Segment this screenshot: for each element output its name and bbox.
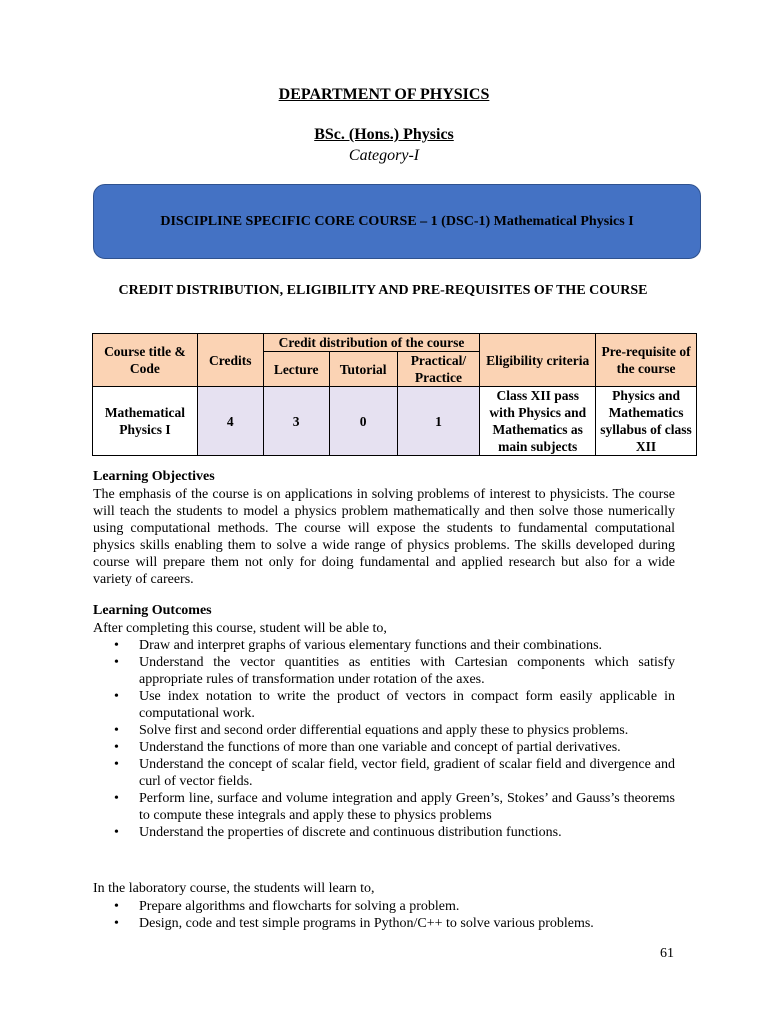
header-lecture: Lecture	[263, 352, 329, 387]
header-practical: Practical/ Practice	[397, 352, 480, 387]
learning-outcomes-list	[93, 637, 675, 841]
category-label: Category-I	[348, 147, 420, 164]
course-banner	[93, 184, 701, 259]
list-item: • Understand the functions of more than one variable and concept of partial derivatives.	[114, 740, 621, 755]
list-item: • Prepare algorithms and flowcharts for solving a problem.	[114, 899, 460, 914]
cell-practical: 1	[397, 387, 480, 456]
list-item: • Understand the concept of scalar field, vector field, gradient of scalar field and divergence and curl of vector fields.	[114, 757, 675, 789]
list-item: • Solve first and second order differential equations and apply these to physics problems.	[114, 723, 629, 738]
table-row	[93, 387, 697, 456]
list-item: • Understand the vector quantities as entities with Cartesian components which satisfy appropriate rules of transformation under rotation of the axes.	[114, 655, 675, 687]
header-course: Course title & Code	[93, 334, 198, 387]
learning-outcomes-intro: After completing this course, student will be able to,	[93, 621, 387, 636]
credit-section-heading: CREDIT DISTRIBUTION, ELIGIBILITY AND PRE-REQUISITES OF THE COURSE	[118, 283, 648, 298]
learning-objectives-heading: Learning Objectives	[93, 469, 215, 484]
header-eligibility: Eligibility criteria	[480, 334, 596, 387]
header-tutorial: Tutorial	[329, 352, 397, 387]
cell-tutorial: 0	[329, 387, 397, 456]
list-item: • Use index notation to write the product of vectors in compact form easily applicable in computational work.	[114, 689, 675, 721]
header-credits: Credits	[197, 334, 263, 387]
learning-outcomes-heading: Learning Outcomes	[93, 603, 212, 618]
list-item: • Understand the properties of discrete and continuous distribution functions.	[114, 825, 562, 840]
header-prerequisite: Pre-requisite of the course	[596, 334, 697, 387]
course-banner-title: DISCIPLINE SPECIFIC CORE COURSE – 1 (DSC-1) Mathematical Physics I	[160, 213, 634, 229]
list-item: • Perform line, surface and volume integration and apply Green’s, Stokes’ and Gauss’s theorems to compute these integrals and apply these to physics problems	[114, 791, 675, 823]
cell-lecture: 3	[263, 387, 329, 456]
learning-objectives-text: The emphasis of the course is on applications in solving problems of interest to physicists. The course will teach the students to model a physics problem mathematically and then solve those numerically using computational methods. The course will expose the students to fundamental computational physics skills enabling them to solve a wide range of physics problems. The skills developed during course will prepare them not only for doing fundamental and applied research but also for a wide variety of careers.	[93, 487, 675, 587]
cell-course: Mathematical Physics I	[93, 387, 198, 456]
lab-course-list	[93, 898, 675, 932]
cell-eligibility: Class XII pass with Physics and Mathematics as main subjects	[480, 387, 596, 456]
department-title: DEPARTMENT OF PHYSICS	[278, 86, 490, 103]
list-item: • Design, code and test simple programs in Python/C++ to solve various problems.	[114, 916, 594, 931]
credit-table	[92, 333, 697, 456]
cell-credits: 4	[197, 387, 263, 456]
page-number: 61	[660, 946, 674, 961]
programme-title: BSc. (Hons.) Physics	[314, 126, 454, 143]
cell-prerequisite: Physics and Mathematics syllabus of class XII	[596, 387, 697, 456]
lab-course-intro: In the laboratory course, the students will learn to,	[93, 881, 375, 896]
list-item: • Draw and interpret graphs of various elementary functions and their combinations.	[114, 638, 603, 653]
header-credit-distribution: Credit distribution of the course	[263, 334, 480, 352]
